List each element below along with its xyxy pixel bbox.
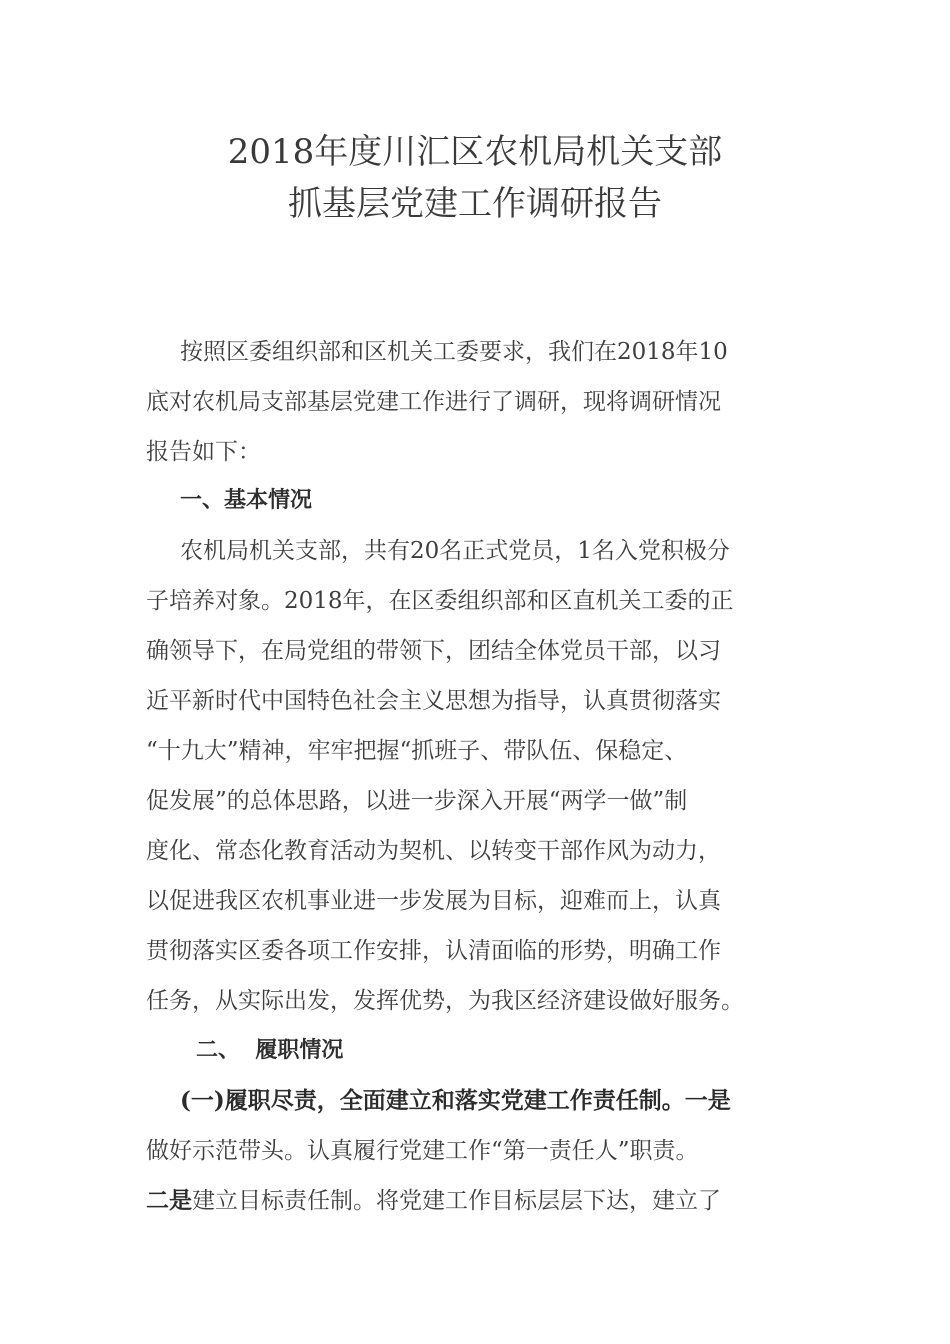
section1-line-7: 度化、常态化教育活动为契机、以转变干部作风为动力， bbox=[146, 838, 721, 864]
section1-line-5: “十九大”精神，牢牢把握“抓班子、带队伍、保稳定、 bbox=[146, 738, 688, 764]
section1-line-8: 以促进我区农机事业进一步发展为目标，迎难而上，认真 bbox=[146, 888, 721, 914]
intro-line-3: 报告如下： bbox=[146, 439, 261, 465]
subsection1-heading-line: (一)履职尽责，全面建立和落实党建工作责任制。一是 bbox=[180, 1087, 731, 1114]
section1-line-9: 贯彻落实区委各项工作安排，认清面临的形势，明确工作 bbox=[146, 938, 721, 964]
document-title-line1: 2018年度川汇区农机局机关支部 bbox=[227, 132, 723, 172]
document-title-line2: 抓基层党建工作调研报告 bbox=[288, 184, 662, 224]
subsection1-line-3-rest: 建立目标责任制。将党建工作目标层层下达，建立了 bbox=[192, 1188, 721, 1214]
section1-line-6: 促发展”的总体思路，以进一步深入开展“两学一做”制 bbox=[146, 788, 688, 814]
section1-line-10: 任务，从实际出发，发挥优势，为我区经济建设做好服务。 bbox=[146, 988, 744, 1014]
subsection1-line-3 bbox=[146, 1176, 721, 1226]
intro-line-1: 按照区委组织部和区机关工委要求，我们在2018年10 bbox=[180, 339, 728, 365]
section2-heading: 二、 履职情况 bbox=[196, 1038, 344, 1063]
section1-line-4: 近平新时代中国特色社会主义思想为指导，认真贯彻落实 bbox=[146, 688, 721, 714]
subsection1-line-3-bold: 二是 bbox=[146, 1187, 192, 1214]
section1-heading: 一、基本情况 bbox=[180, 488, 313, 513]
section1-line-3: 确领导下，在局党组的带领下，团结全体党员干部，以习 bbox=[146, 638, 721, 664]
section1-line-1: 农机局机关支部，共有20名正式党员，1名入党积极分 bbox=[180, 538, 730, 564]
intro-line-2: 底对农机局支部基层党建工作进行了调研，现将调研情况 bbox=[146, 389, 721, 415]
subsection1-line-2: 做好示范带头。认真履行党建工作“第一责任人”职责。 bbox=[146, 1138, 699, 1164]
section1-line-2: 子培养对象。2018年，在区委组织部和区直机关工委的正 bbox=[146, 588, 734, 614]
